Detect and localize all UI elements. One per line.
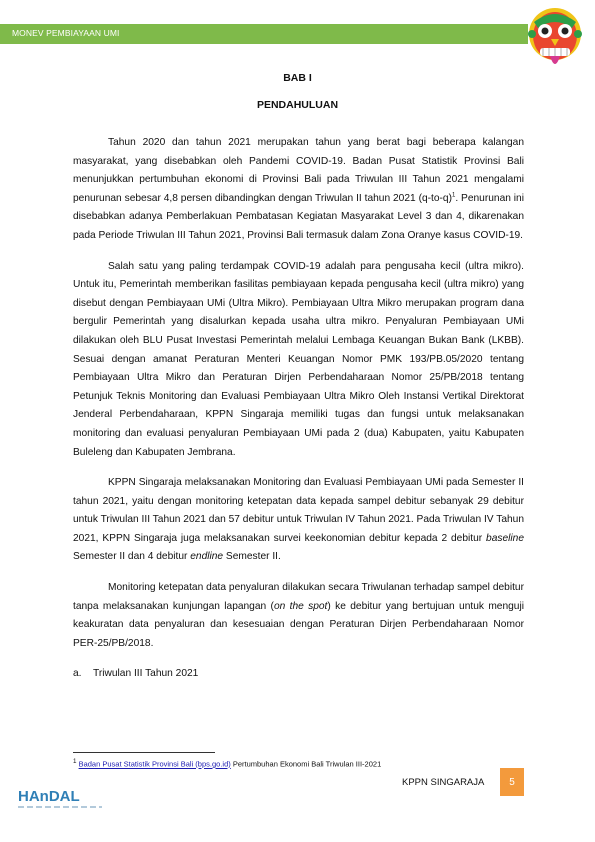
footnote-link[interactable]: Badan Pusat Statistik Provinsi Bali (bps.go.id) [78, 759, 231, 769]
footer-office: KPPN SINGARAJA [402, 777, 485, 788]
paragraph-4-text-end: ) ke debitur yang bertujuan untuk menguji keakuratan data penyaluran dan kesesuaian dengan Peraturan Dirjen Perbendaharaan Nomor PER-25/PB/2018. [73, 600, 524, 649]
paragraph-1 [73, 134, 524, 246]
paragraph-4-text: Monitoring ketepatan data penyaluran dilakukan secara Triwulanan terhadap sampel debitur tanpa melaksanakan kunjungan lapangan ( [73, 582, 524, 612]
header-title: MONEV PEMBIAYAAN UMI [12, 28, 120, 38]
paragraph-2: Salah satu yang paling terdampak COVID-19 adalah para pengusaha kecil (ultra mikro). Untuk itu, Pemerintah memberikan fasilitas pembiayaan kepada pengusaha kecil (ultra mikro) yang disebut dengan Pembiayaan UMi (Ultra Mikro). Pembiayaan Ultra Mikro merupakan program dana bergulir Pemerintah yang disalurkan kepada usaha ultra mikro. Penyaluran Pembiayaan UMi dilakukan oleh BLU Pusat Investasi Pemerintah melalui Lembaga Keuangan Bukan Bank (LKBB). Sesuai dengan amanat Peraturan Menteri Keuangan Nomor PMK 193/PB.05/2020 tentang Pembiayaan Ultra Mikro dan Peraturan Dirjen Perbendaharaan Nomor 25/PB/2018 tentang Petunjuk Teknis Monitoring dan Evaluasi Pembiayaan Ultra Mikro Oleh Instansi Vertikal Direktorat Jenderal Perbendaharaan, KPPN Singaraja memiliki tugas dan fungsi untuk melaksanakan monitoring dan evaluasi penyaluran Pembiayaan UMi pada 2 (dua) Kabupaten, yaitu Kabupaten Buleleng dan Kabupaten Jembrana. [73, 260, 524, 458]
body-content [73, 134, 524, 696]
emphasis-baseline: baseline [486, 532, 524, 544]
page-number: 5 [509, 776, 515, 788]
chapter-number: BAB I [283, 72, 312, 84]
paragraph-3-text-mid: Semester II dan 4 debitur [73, 551, 191, 563]
emphasis-endline: endline [190, 551, 224, 563]
emphasis-on-the-spot: on the spot [273, 600, 328, 612]
list-item [73, 665, 524, 684]
paragraph-4 [73, 579, 524, 653]
paragraph-3 [73, 474, 524, 567]
footnote-text: Pertumbuhan Ekonomi Bali Triwulan III-2021 [230, 759, 382, 769]
list-marker: a. [73, 668, 82, 680]
paragraph-1-text-end: . Penurunan ini disebabkan adanya Pemberlakuan Pembatasan Kegiatan Masyarakat Level 3 dan 4, dikarenakan pada Periode Triwulan III Tahun 2021, Provinsi Bali termasuk dalam Zona Oranye kasus COVID-19. [73, 192, 524, 241]
list-item-text: Triwulan III Tahun 2021 [93, 668, 199, 680]
handal-logo [18, 784, 110, 814]
footnote-divider [73, 752, 215, 753]
footnote-number: 1 [73, 758, 77, 765]
paragraph-1-text: Tahun 2020 dan tahun 2021 merupakan tahun yang berat bagi beberapa kalangan masyarakat, yang disebabkan oleh Pandemi COVID-19. Badan Pusat Statistik Provinsi Bali menunjukkan pertumbuhan ekonomi di Provinsi Bali pada Triwulan III Tahun 2021 mengalami penurunan sebesar 4,8 persen dibandingkan dengan Triwulan II tahun 2021 (q-to-q) [73, 137, 524, 204]
footnote-ref[interactable]: 1 [451, 192, 456, 199]
paragraph-3-text-end: Semester II. [223, 551, 281, 563]
handal-logo-text: HAnDAL [18, 788, 80, 805]
barong-mask-logo [524, 4, 586, 76]
header-band [0, 24, 528, 44]
chapter-title: PENDAHULUAN [256, 99, 339, 111]
page-number-box [500, 768, 524, 796]
footnote [73, 758, 533, 769]
paragraph-3-text: KPPN Singaraja melaksanakan Monitoring dan Evaluasi Pembiayaan UMi pada Semester II tahun 2021, yaitu dengan monitoring ketepatan data kepada sampel debitur sebanyak 29 debitur untuk Triwulan III Tahun 2021 dan 57 debitur untuk Triwulan IV Tahun 2021. Pada Triwulan IV Tahun 2021, KPPN Singaraja juga melaksanakan survei keekonomian debitur kepada 2 debitur [73, 477, 524, 544]
